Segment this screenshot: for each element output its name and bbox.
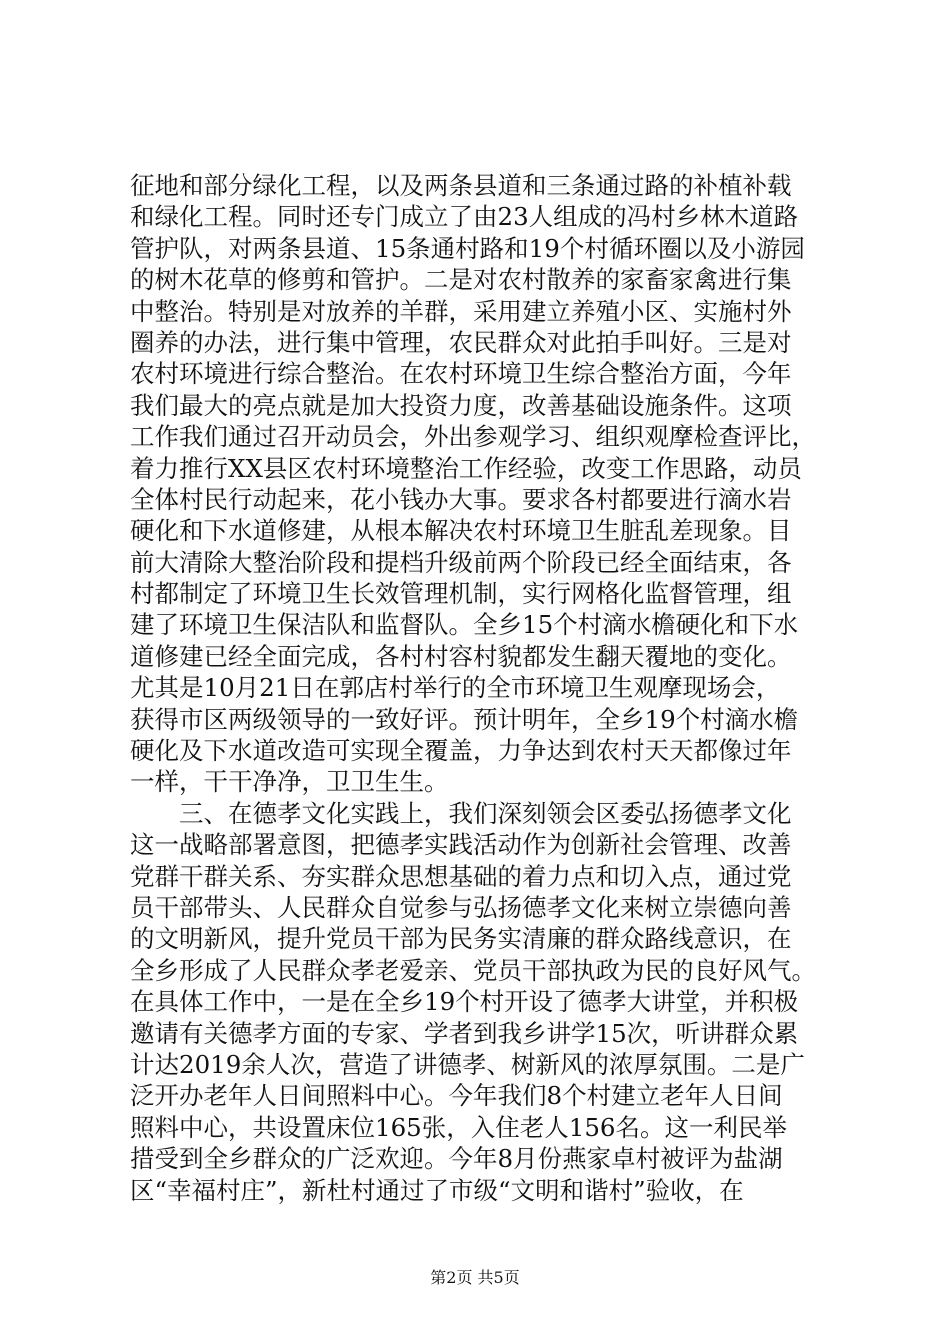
text-line: 全体村民行动起来，花小钱办大事。要求各村都要进行滴水岩: [130, 484, 792, 514]
text-line: 邀请有关德孝方面的专家、学者到我乡讲学15次，听讲群众累: [130, 1018, 799, 1048]
text-line: 中整治。特别是对放养的羊群，采用建立养殖小区、实施村外: [130, 296, 792, 326]
text-line: 农村环境进行综合整治。在农村环境卫生综合整治方面，今年: [130, 359, 792, 389]
text-line: 管护队，对两条县道、15条通村路和19个村循环圈以及小游园: [130, 233, 805, 263]
text-line: 这一战略部署意图，把德孝实践活动作为创新社会管理、改善: [130, 830, 792, 860]
text-line: 圈养的办法，进行集中管理，农民群众对此拍手叫好。三是对: [130, 327, 792, 357]
text-line: 全乡形成了人民群众孝老爱亲、党员干部执政为民的良好风气。: [130, 955, 816, 985]
text-line: 的树木花草的修剪和管护。二是对农村散养的家畜家禽进行集: [130, 265, 792, 295]
text-line: 照料中心，共设置床位165张，入住老人156名。这一利民举: [130, 1112, 788, 1142]
text-line: 我们最大的亮点就是加大投资力度，改善基础设施条件。这项: [130, 390, 792, 420]
text-line: 一样，干干净净，卫卫生生。: [130, 767, 449, 797]
text-line: 道修建已经全面完成，各村村容村貌都发生翻天覆地的变化。: [130, 641, 792, 671]
text-line: 的文明新风，提升党员干部为民务实清廉的群众路线意识，在: [130, 924, 792, 954]
text-line: 三、在德孝文化实践上，我们深刻领会区委弘扬德孝文化: [130, 798, 792, 828]
text-line: 和绿化工程。同时还专门成立了由23人组成的冯村乡林木道路: [130, 202, 799, 232]
page-footer: [0, 1268, 950, 1288]
text-line: 党群干群关系、夯实群众思想基础的着力点和切入点，通过党: [130, 861, 792, 891]
text-line: 着力推行XX县区农村环境整治工作经验，改变工作思路，动员: [130, 453, 802, 483]
text-line: 硬化及下水道改造可实现全覆盖，力争达到农村天天都像过年: [130, 736, 792, 766]
text-line: 硬化和下水道修建，从根本解决农村环境卫生脏乱差现象。目: [130, 516, 792, 546]
text-line: 在具体工作中，一是在全乡19个村开设了德孝大讲堂，并积极: [130, 987, 799, 1017]
text-line: 泛开办老年人日间照料中心。今年我们8个村建立老年人日间: [130, 1081, 783, 1111]
text-line: 计达2019余人次，营造了讲德孝、树新风的浓厚氛围。二是广: [130, 1049, 805, 1079]
document-body: [130, 170, 830, 1206]
text-line: 前大清除大整治阶段和提档升级前两个阶段已经全面结束，各: [130, 547, 792, 577]
text-line: 工作我们通过召开动员会，外出参观学习、组织观摩检查评比，: [130, 422, 816, 452]
page-number-label: 第2页 共5页: [430, 1268, 520, 1287]
text-line: 措受到全乡群众的广泛欢迎。今年8月份燕家卓村被评为盐湖: [130, 1144, 783, 1174]
text-line: 区“幸福村庄”，新杜村通过了市级“文明和谐村”验收，在: [130, 1175, 744, 1205]
text-line: 村都制定了环境卫生长效管理机制，实行网格化监督管理，组: [130, 579, 792, 609]
text-line: 获得市区两级领导的一致好评。预计明年，全乡19个村滴水檐: [130, 704, 799, 734]
text-line: 尤其是10月21日在郭店村举行的全市环境卫生观摩现场会，: [130, 673, 781, 703]
text-line: 员干部带头、人民群众自觉参与弘扬德孝文化来树立崇德向善: [130, 892, 792, 922]
text-line: 征地和部分绿化工程，以及两条县道和三条通过路的补植补载: [130, 171, 792, 200]
text-line: 建了环境卫生保洁队和监督队。全乡15个村滴水檐硬化和下水: [130, 610, 799, 640]
